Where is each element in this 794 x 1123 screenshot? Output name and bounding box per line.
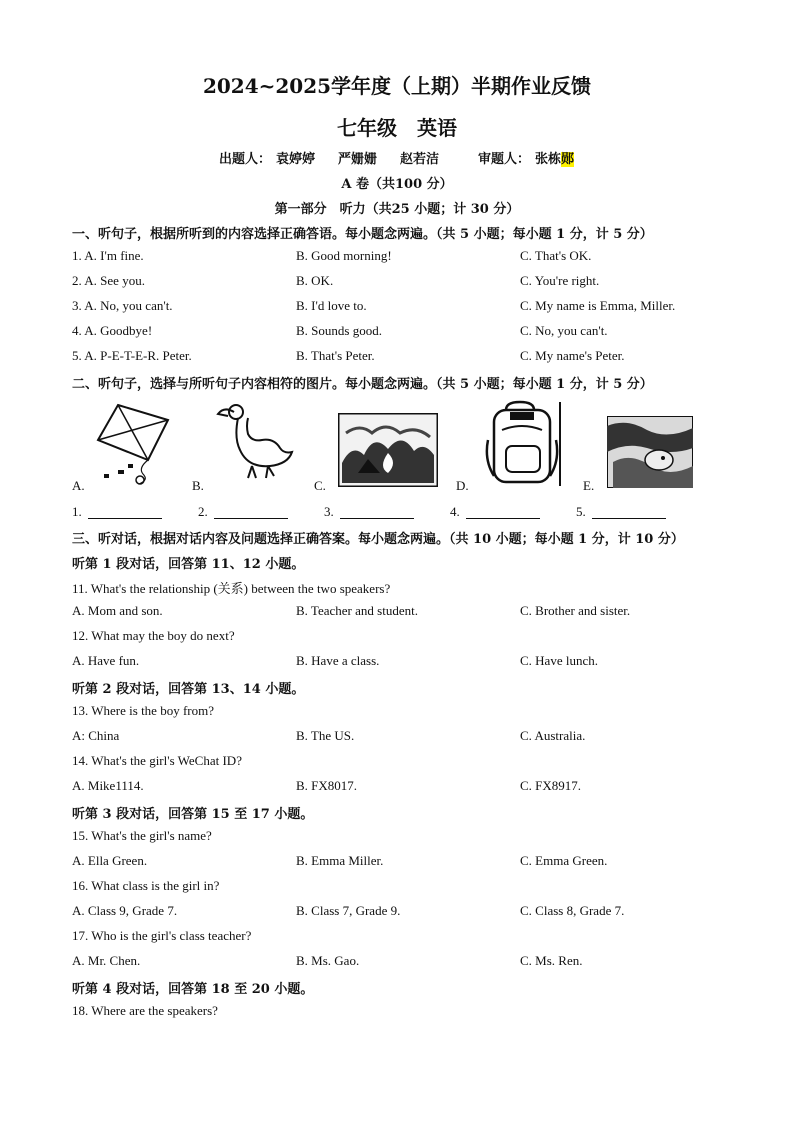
question-text: 17. Who is the girl's class teacher?	[72, 928, 252, 943]
answer-option-c[interactable]: C. FX8917.	[520, 778, 582, 793]
blank-label-5: 5.	[576, 504, 586, 519]
q3-option-c[interactable]: C. My name is Emma, Miller.	[520, 298, 676, 313]
q2-option-b[interactable]: B. OK.	[296, 273, 334, 288]
q5-option-b[interactable]: B. That's Peter.	[296, 348, 375, 363]
pic-label-e: E.	[583, 478, 595, 493]
answer-option-c[interactable]: C. Brother and sister.	[520, 603, 631, 618]
q1-option-c[interactable]: C. That's OK.	[520, 248, 592, 263]
answer-option-a[interactable]: A. Class 9, Grade 7.	[72, 903, 178, 918]
volume-label: A 卷（共100 分）	[341, 177, 453, 192]
q2-option-c[interactable]: C. You're right.	[520, 273, 600, 288]
question-text: 12. What may the boy do next?	[72, 628, 235, 643]
q3-option-a[interactable]: 3. A. No, you can't.	[72, 298, 173, 313]
answer-option-b[interactable]: B. Have a class.	[296, 653, 380, 668]
question-text: 13. Where is the boy from?	[72, 703, 214, 718]
section3-heading: 三、听对话，根据对话内容及问题选择正确答案。每小题念两遍。（共 10 小题；每小题 1 分，计 10 分）	[72, 532, 684, 547]
part-label: 第一部分 听力（共25 小题；计 30 分）	[274, 202, 520, 217]
answer-option-c[interactable]: C. Australia.	[520, 728, 586, 743]
answer-option-c[interactable]: C. Ms. Ren.	[520, 953, 583, 968]
blank-label-4: 4.	[450, 504, 460, 519]
question-text: 11. What's the relationship (关系) between the two speakers?	[72, 581, 391, 596]
q2-option-a[interactable]: 2. A. See you.	[72, 273, 145, 288]
backpack-icon	[480, 400, 565, 488]
question-text: 18. Where are the speakers?	[72, 1003, 218, 1018]
answer-option-a[interactable]: A. Mike1114.	[72, 778, 144, 793]
answer-option-a[interactable]: A. Have fun.	[72, 653, 140, 668]
setter-name-3: 赵若洁	[400, 152, 440, 167]
q4-option-c[interactable]: C. No, you can't.	[520, 323, 608, 338]
q1-option-b[interactable]: B. Good morning!	[296, 248, 392, 263]
scene-photo	[338, 413, 438, 487]
answer-option-c[interactable]: C. Class 8, Grade 7.	[520, 903, 625, 918]
pic-label-d: D.	[456, 478, 469, 493]
reviewer-name: 张栋郧	[535, 152, 575, 167]
answer-option-b[interactable]: B. Class 7, Grade 9.	[296, 903, 401, 918]
question-text: 15. What's the girl's name?	[72, 828, 212, 843]
kite-icon	[88, 400, 183, 490]
setters-label: 出题人：	[219, 152, 272, 167]
dialogue-intro: 听第 2 段对话，回答第 13、14 小题。	[72, 682, 305, 697]
goose-icon	[212, 400, 297, 485]
answer-option-b[interactable]: B. Ms. Gao.	[296, 953, 360, 968]
answer-option-c[interactable]: C. Have lunch.	[520, 653, 598, 668]
exam-subtitle: 七年级 英语	[337, 116, 457, 140]
exam-title: 2024~2025学年度（上期）半期作业反馈	[202, 74, 592, 98]
pic-label-b: B.	[192, 478, 204, 493]
answer-option-b[interactable]: B. Teacher and student.	[296, 603, 418, 618]
pic-label-c: C.	[314, 478, 326, 493]
pic-label-a: A.	[72, 478, 85, 493]
dialogue-intro: 听第 1 段对话，回答第 11、12 小题。	[72, 557, 305, 572]
section2-heading: 二、听句子，选择与所听句子内容相符的图片。每小题念两遍。（共 5 小题；每小题 1 分，计 5 分）	[72, 377, 653, 392]
answer-option-b[interactable]: B. FX8017.	[296, 778, 358, 793]
dialogue-intro: 听第 3 段对话，回答第 15 至 17 小题。	[72, 807, 314, 822]
dialogue-intro: 听第 4 段对话，回答第 18 至 20 小题。	[72, 982, 314, 997]
answer-blank-2[interactable]	[214, 518, 288, 519]
q1-option-a[interactable]: 1. A. I'm fine.	[72, 248, 144, 263]
q4-option-b[interactable]: B. Sounds good.	[296, 323, 382, 338]
answer-blank-3[interactable]	[340, 518, 414, 519]
answer-option-a[interactable]: A. Mr. Chen.	[72, 953, 141, 968]
answer-blank-4[interactable]	[466, 518, 540, 519]
answer-option-a[interactable]: A. Mom and son.	[72, 603, 163, 618]
q4-option-a[interactable]: 4. A. Goodbye!	[72, 323, 153, 338]
q3-option-b[interactable]: B. I'd love to.	[296, 298, 367, 313]
animal-photo	[607, 416, 693, 488]
q5-option-c[interactable]: C. My name's Peter.	[520, 348, 625, 363]
section1-heading: 一、听句子，根据所听到的内容选择正确答语。每小题念两遍。（共 5 小题；每小题 1 分，计 5 分）	[72, 227, 653, 242]
answer-option-b[interactable]: B. Emma Miller.	[296, 853, 384, 868]
reviewer-label: 审题人：	[478, 152, 531, 167]
answer-option-a[interactable]: A: China	[72, 728, 120, 743]
answer-blank-5[interactable]	[592, 518, 666, 519]
blank-label-3: 3.	[324, 504, 334, 519]
answer-blank-1[interactable]	[88, 518, 162, 519]
blank-label-1: 1.	[72, 504, 82, 519]
answer-option-c[interactable]: C. Emma Green.	[520, 853, 608, 868]
answer-option-a[interactable]: A. Ella Green.	[72, 853, 148, 868]
q5-option-a[interactable]: 5. A. P-E-T-E-R. Peter.	[72, 348, 192, 363]
setter-name-2: 严姗姗	[338, 152, 378, 167]
highlighted-character: 郧	[561, 152, 575, 167]
blank-label-2: 2.	[198, 504, 208, 519]
question-text: 14. What's the girl's WeChat ID?	[72, 753, 242, 768]
setter-name-1: 袁婷婷	[276, 152, 316, 167]
answer-option-b[interactable]: B. The US.	[296, 728, 355, 743]
question-text: 16. What class is the girl in?	[72, 878, 220, 893]
